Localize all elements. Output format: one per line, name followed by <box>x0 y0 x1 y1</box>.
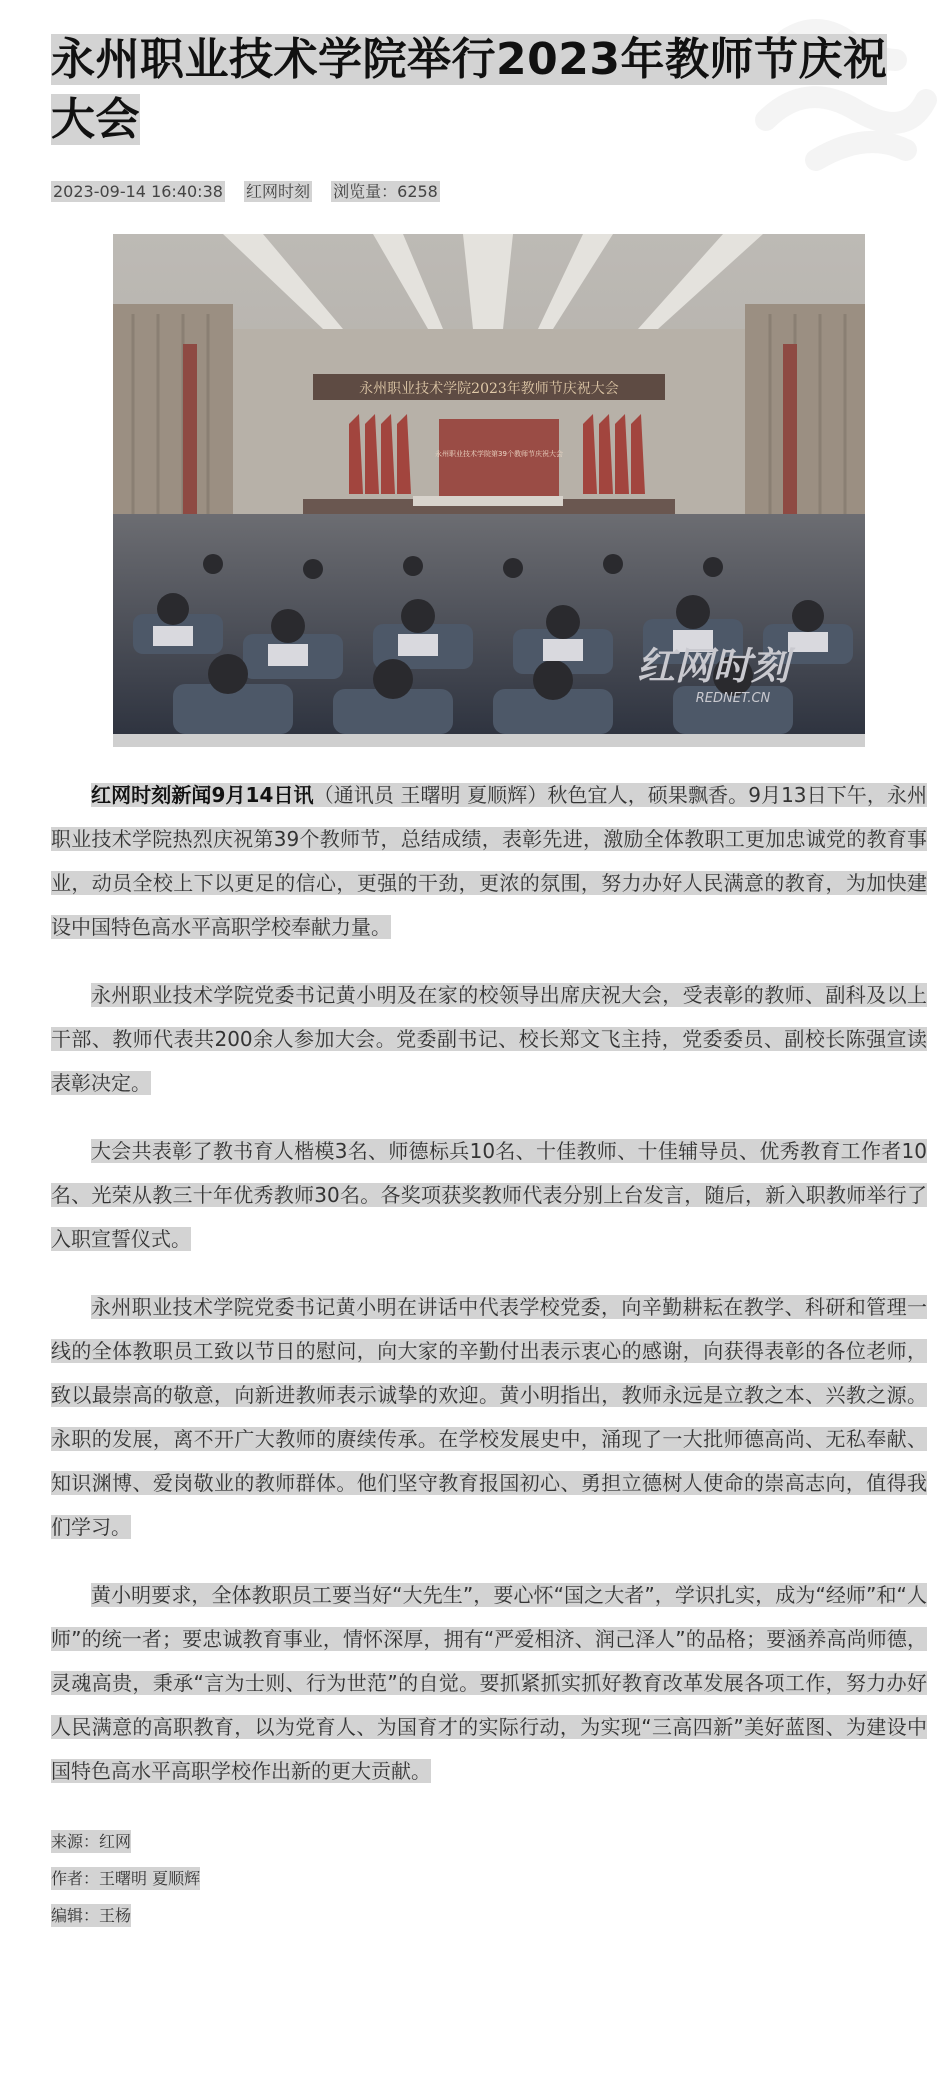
footer-author <box>51 1860 927 1897</box>
screen-text: 永州职业技术学院第39个教师节庆祝大会 <box>435 450 563 458</box>
article <box>51 30 927 1934</box>
paragraph-text: 黄小明要求，全体教职员工要当好“大先生”，要心怀“国之大者”，学识扎实，成为“经师”和“人师”的统一者；要忠诚教育事业，情怀深厚，拥有“严爱相济、润己泽人”的品格；要涵养高尚师德，灵魂高贵，秉承“言为士则、行为世范”的自觉。要抓紧抓实抓好教育改革发展各项工作，努力办好人民满意的高职教育，以为党育人、为国育才的实际行动，为实现“三高四新”美好蓝图、为建设中国特色高水平高职学校作出新的更大贡献。 <box>51 1583 927 1783</box>
view-count: 浏览量：6258 <box>333 182 438 201</box>
paragraph-text: 永州职业技术学院党委书记黄小明在讲话中代表学校党委，向辛勤耕耘在教学、科研和管理一线的全体教职员工致以节日的慰问，向大家的辛勤付出表示衷心的感谢，向获得表彰的各位老师，致以最崇高的敬意，向新进教师表示诚挚的欢迎。黄小明指出，教师永远是立教之本、兴教之源。永职的发展，离不开广大教师的赓续传承。在学校发展史中，涌现了一大批师德高尚、无私奉献、知识渊博、爱岗敬业的教师群体。他们坚守教育报国初心、勇担立德树人使命的崇高志向，值得我们学习。 <box>51 1295 927 1539</box>
photo-logo-text: 红网时刻 <box>636 644 790 688</box>
paragraph <box>51 1285 927 1549</box>
paragraph <box>51 973 927 1105</box>
article-title-text: 永州职业技术学院举行2023年教师节庆祝大会 <box>51 34 888 145</box>
paragraph-text: 永州职业技术学院党委书记黄小明及在家的校领导出席庆祝大会，受表彰的教师、副科及以上干部、教师代表共200余人参加大会。党委副书记、校长郑文飞主持，党委委员、副校长陈强宣读表彰决定。 <box>51 983 927 1095</box>
source-link[interactable]: 红网时刻 <box>246 182 311 201</box>
footer-author-text: 作者：王曙明 夏顺辉 <box>51 1869 201 1888</box>
paragraph-lead-text <box>51 783 927 939</box>
article-title <box>51 30 927 150</box>
article-body <box>51 773 927 1793</box>
lead-dateline: 红网时刻新闻9月14日讯 <box>91 783 314 807</box>
footer-editor-text: 编辑：王杨 <box>51 1906 132 1925</box>
article-photo-frame <box>113 234 865 747</box>
paragraph-lead <box>51 773 927 949</box>
banner-text: 永州职业技术学院2023年教师节庆祝大会 <box>359 381 619 397</box>
footer-source <box>51 1823 927 1860</box>
paragraph <box>51 1129 927 1261</box>
article-photo <box>113 234 865 734</box>
footer-source-text: 来源：红网 <box>51 1832 132 1851</box>
paragraph-text: 大会共表彰了教书育人楷模3名、师德标兵10名、十佳教师、十佳辅导员、优秀教育工作者10名、光荣从教三十年优秀教师30名。各奖项获奖教师代表分别上台发言，随后，新入职教师举行了入职宣誓仪式。 <box>51 1139 927 1251</box>
article-footer <box>51 1823 927 1934</box>
lead-rest: （通讯员 王曙明 夏顺辉）秋色宜人，硕果飘香。9月13日下午，永州职业技术学院热烈庆祝第39个教师节，总结成绩，表彰先进，激励全体教职工更加忠诚党的教育事业，动员全校上下以更足的信心，更强的干劲，更浓的氛围，努力办好人民满意的教育，为加快建设中国特色高水平高职学校奉献力量。 <box>51 783 928 939</box>
footer-editor <box>51 1897 927 1934</box>
article-meta <box>51 180 927 204</box>
photo-logo-subtext: REDNET.CN <box>695 691 771 706</box>
publish-datetime: 2023-09-14 16:40:38 <box>53 182 223 201</box>
paragraph <box>51 1573 927 1793</box>
